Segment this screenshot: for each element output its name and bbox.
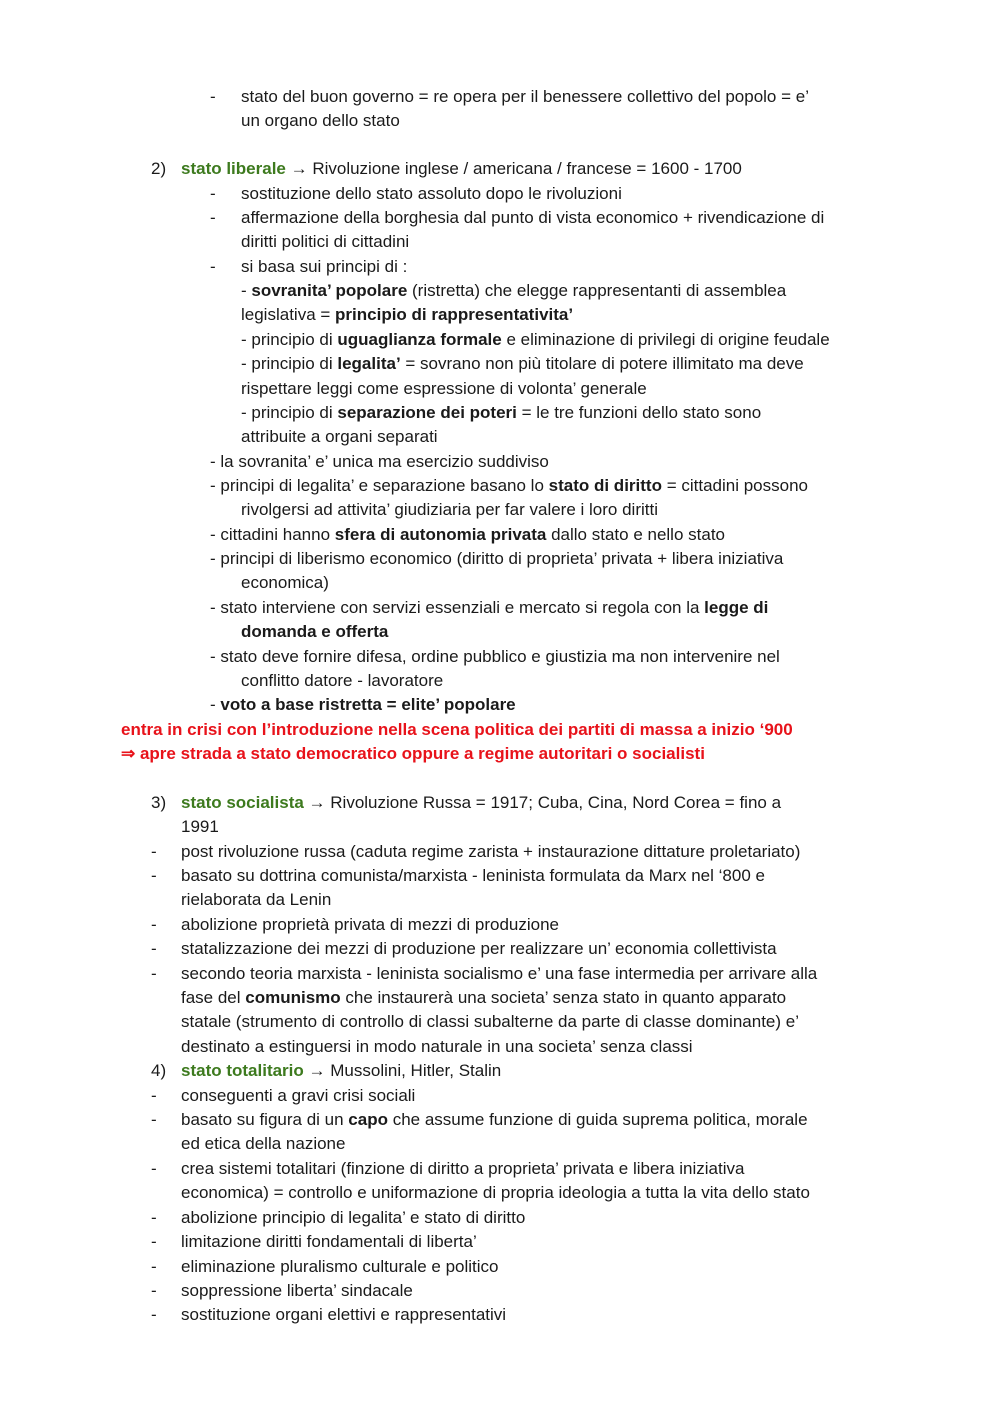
section-title: stato liberale bbox=[181, 159, 286, 178]
bullet-dash: - bbox=[210, 87, 216, 106]
list-item: ed etica della nazione bbox=[181, 1134, 346, 1153]
list-item: abolizione proprietà privata di mezzi di produzione bbox=[181, 915, 559, 934]
list-item: eliminazione pluralismo culturale e politico bbox=[181, 1257, 499, 1276]
sub-item: - principio di uguaglianza formale e eliminazione di privilegi di origine feudale bbox=[241, 330, 830, 349]
bullet-dash: - bbox=[151, 1159, 157, 1178]
bullet-dash: - bbox=[210, 257, 216, 276]
bullet-dash: - bbox=[151, 866, 157, 885]
section-heading bbox=[181, 791, 781, 815]
list-item: - principi di liberismo economico (diritto di proprieta’ privata + libera iniziativa bbox=[210, 549, 784, 568]
bullet-dash: - bbox=[151, 1257, 157, 1276]
bullet-dash: - bbox=[210, 184, 216, 203]
list-item: si basa sui principi di : bbox=[241, 257, 408, 276]
sub-item: rispettare leggi come espressione di volonta’ generale bbox=[241, 379, 647, 398]
list-item: - cittadini hanno sfera di autonomia privata dallo stato e nello stato bbox=[210, 525, 725, 544]
list-item: destinato a estinguersi in modo naturale in una societa’ senza classi bbox=[181, 1037, 693, 1056]
bullet-dash: - bbox=[151, 1232, 157, 1251]
crisis-note: entra in crisi con l’introduzione nella scena politica dei partiti di massa a inizio ‘900 bbox=[121, 720, 793, 739]
bullet-dash: - bbox=[151, 842, 157, 861]
list-item: - stato interviene con servizi essenziali e mercato si regola con la legge di bbox=[210, 598, 769, 617]
list-item: economica) = controllo e uniformazione di propria ideologia a tutta la vita dello stato bbox=[181, 1183, 810, 1202]
list-item: basato su dottrina comunista/marxista - leninista formulata da Marx nel ‘800 e bbox=[181, 866, 765, 885]
list-item: un organo dello stato bbox=[241, 111, 400, 130]
sub-item: - principio di separazione dei poteri = le tre funzioni dello stato sono bbox=[241, 403, 762, 422]
list-item: statale (strumento di controllo di classi subalterne da parte di classe dominante) e’ bbox=[181, 1012, 799, 1031]
sub-item: - sovranita’ popolare (ristretta) che elegge rappresentanti di assemblea bbox=[241, 281, 787, 300]
list-item: - voto a base ristretta = elite’ popolare bbox=[210, 695, 516, 714]
list-item: fase del comunismo che instaurerà una societa’ senza stato in quanto apparato bbox=[181, 988, 787, 1007]
list-item: - principi di legalita’ e separazione basano lo stato di diritto = cittadini possono bbox=[210, 476, 808, 495]
list-item: - la sovranita’ e’ unica ma esercizio suddiviso bbox=[210, 452, 549, 471]
section-title: stato socialista bbox=[181, 793, 304, 812]
bullet-dash: - bbox=[151, 915, 157, 934]
section-number: 4) bbox=[151, 1061, 167, 1080]
crisis-note: ⇒ apre strada a stato democratico oppure a regime autoritari o socialisti bbox=[121, 744, 705, 763]
bullet-dash: - bbox=[151, 1305, 157, 1324]
list-item: rivolgersi ad attivita’ giudiziaria per far valere i loro diritti bbox=[241, 500, 658, 519]
sub-item: - principio di legalita’ = sovrano non più titolare di potere illimitato ma deve bbox=[241, 354, 804, 373]
list-item: - stato deve fornire difesa, ordine pubblico e giustizia ma non intervenire nel bbox=[210, 647, 780, 666]
list-item: sostituzione organi elettivi e rappresentativi bbox=[181, 1305, 507, 1324]
list-item: stato del buon governo = re opera per il benessere collettivo del popolo = e’ bbox=[241, 87, 809, 106]
list-item: domanda e offerta bbox=[241, 622, 389, 641]
list-item: conseguenti a gravi crisi sociali bbox=[181, 1086, 416, 1105]
section-subtitle: → Rivoluzione Russa = 1917; Cuba, Cina, Nord Corea = fino a bbox=[303, 793, 782, 812]
section-subtitle: → Rivoluzione inglese / americana / francese = 1600 - 1700 bbox=[285, 159, 742, 178]
list-item: diritti politici di cittadini bbox=[241, 232, 410, 251]
bullet-dash: - bbox=[151, 939, 157, 958]
bullet-dash: - bbox=[151, 1110, 157, 1129]
list-item: basato su figura di un capo che assume funzione di guida suprema politica, morale bbox=[181, 1110, 808, 1129]
list-item: soppressione liberta’ sindacale bbox=[181, 1281, 413, 1300]
section-title: stato totalitario bbox=[181, 1061, 304, 1080]
section-number: 3) bbox=[151, 793, 167, 812]
bullet-dash: - bbox=[151, 1086, 157, 1105]
list-item: post rivoluzione russa (caduta regime zarista + instaurazione dittature proletariato) bbox=[181, 842, 801, 861]
sub-item: legislativa = principio di rappresentativita’ bbox=[241, 305, 574, 324]
list-item: statalizzazione dei mezzi di produzione per realizzare un’ economia collettivista bbox=[181, 939, 777, 958]
list-item: abolizione principio di legalita’ e stato di diritto bbox=[181, 1208, 526, 1227]
section-subtitle: → Mussolini, Hitler, Stalin bbox=[303, 1061, 502, 1080]
list-item: economica) bbox=[241, 573, 329, 592]
list-item: limitazione diritti fondamentali di liberta’ bbox=[181, 1232, 477, 1251]
section-subtitle: 1991 bbox=[181, 817, 219, 836]
list-item: crea sistemi totalitari (finzione di diritto a proprieta’ privata e libera iniziativa bbox=[181, 1159, 745, 1178]
section-heading bbox=[181, 157, 742, 181]
section-heading bbox=[181, 1059, 501, 1083]
list-item: secondo teoria marxista - leninista socialismo e’ una fase intermedia per arrivare alla bbox=[181, 964, 818, 983]
bullet-dash: - bbox=[151, 964, 157, 983]
list-item: conflitto datore - lavoratore bbox=[241, 671, 444, 690]
bullet-dash: - bbox=[151, 1281, 157, 1300]
list-item: sostituzione dello stato assoluto dopo le rivoluzioni bbox=[241, 184, 622, 203]
list-item: affermazione della borghesia dal punto di vista economico + rivendicazione di bbox=[241, 208, 825, 227]
bullet-dash: - bbox=[151, 1208, 157, 1227]
section-number: 2) bbox=[151, 159, 167, 178]
list-item: rielaborata da Lenin bbox=[181, 890, 332, 909]
bullet-dash: - bbox=[210, 208, 216, 227]
sub-item: attribuite a organi separati bbox=[241, 427, 438, 446]
